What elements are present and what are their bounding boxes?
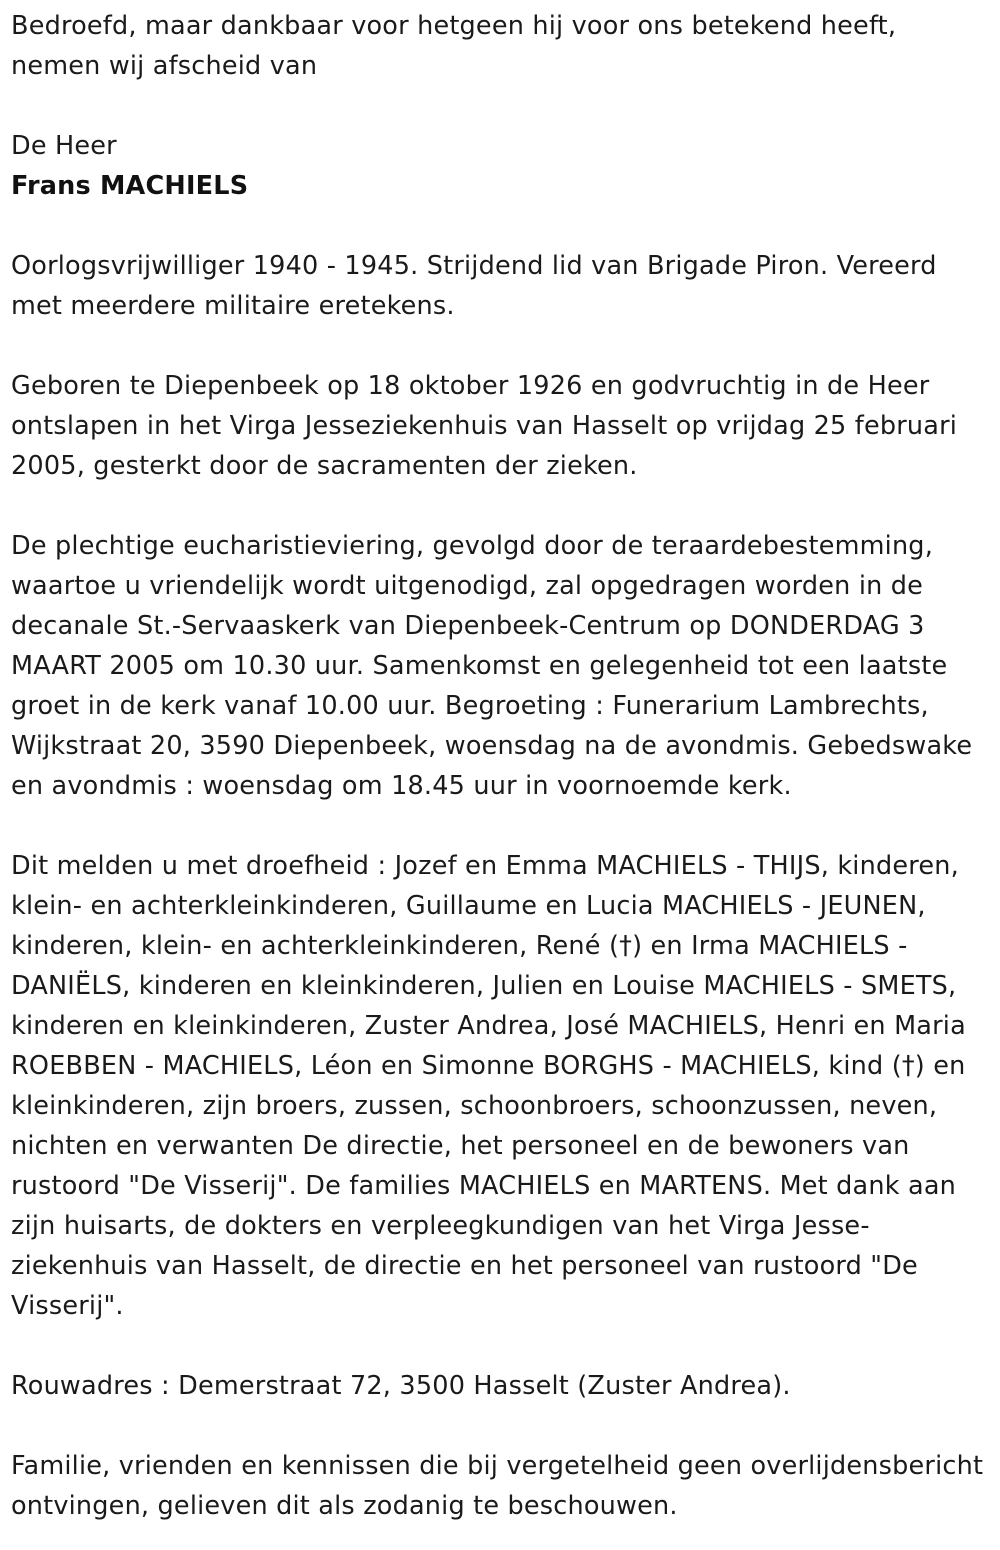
closing-paragraph: Familie, vrienden en kennissen die bij vergetelheid geen overlijdensbericht ontvingen, gelieven dit als zodanig te beschouwen. bbox=[11, 1451, 984, 1521]
spacer bbox=[11, 326, 989, 366]
birth-death-paragraph: Geboren te Diepenbeek op 18 oktober 1926 en godvruchtig in de Heer ontslapen in het Virga Jesseziekenhuis van Hasselt op vrijdag 25 februari 2005, gesterkt door de sacramenten der zieken. bbox=[11, 371, 958, 481]
spacer bbox=[11, 206, 989, 246]
spacer bbox=[11, 1326, 989, 1366]
spacer bbox=[11, 486, 989, 526]
spacer bbox=[11, 806, 989, 846]
obituary-document bbox=[11, 6, 989, 1526]
intro-paragraph: Bedroefd, maar dankbaar voor hetgeen hij voor ons betekend heeft, nemen wij afscheid van bbox=[11, 11, 897, 81]
address-paragraph: Rouwadres : Demerstraat 72, 3500 Hasselt (Zuster Andrea). bbox=[11, 1371, 791, 1401]
military-paragraph: Oorlogsvrijwilliger 1940 - 1945. Strijdend lid van Brigade Piron. Vereerd met meerdere militaire eretekens. bbox=[11, 251, 937, 321]
family-paragraph: Dit melden u met droefheid : Jozef en Emma MACHIELS - THIJS, kinderen, klein- en achterkleinkinderen, Guillaume en Lucia MACHIELS - JEUNEN, kinderen, klein- en achterkleinkinderen, René (†) en Irma MACHIELS - DANIËLS, kinderen en kleinkinderen, Julien en Louise MACHIELS - SMETS, kinderen en kleinkinderen, Zuster Andrea, José MACHIELS, Henri en Maria ROEBBEN - MACHIELS, Léon en Simonne BORGHS - MACHIELS, kind (†) en kleinkinderen, zijn broers, zussen, schoonbroers, schoonzussen, neven, nichten en verwanten De directie, het personeel en de bewoners van rustoord "De Visserij". De families MACHIELS en MARTENS. Met dank aan zijn huisarts, de dokters en verpleegkundigen van het Virga Jesse-ziekenhuis van Hasselt, de directie en het personeel van rustoord "De Visserij". bbox=[11, 851, 966, 1321]
honorific: De Heer bbox=[11, 131, 117, 161]
spacer bbox=[11, 1406, 989, 1446]
ceremony-paragraph: De plechtige eucharistieviering, gevolgd door de teraardebestemming, waartoe u vriendelijk wordt uitgenodigd, zal opgedragen worden in de decanale St.-Servaaskerk van Diepenbeek-Centrum op DONDERDAG 3 MAART 2005 om 10.30 uur. Samenkomst en gelegenheid tot een laatste groet in de kerk vanaf 10.00 uur. Begroeting : Funerarium Lambrechts, Wijkstraat 20, 3590 Diepenbeek, woensdag na de avondmis. Gebedswake en avondmis : woensdag om 18.45 uur in voornoemde kerk. bbox=[11, 531, 973, 801]
deceased-name: Frans MACHIELS bbox=[11, 171, 249, 201]
spacer bbox=[11, 86, 989, 126]
